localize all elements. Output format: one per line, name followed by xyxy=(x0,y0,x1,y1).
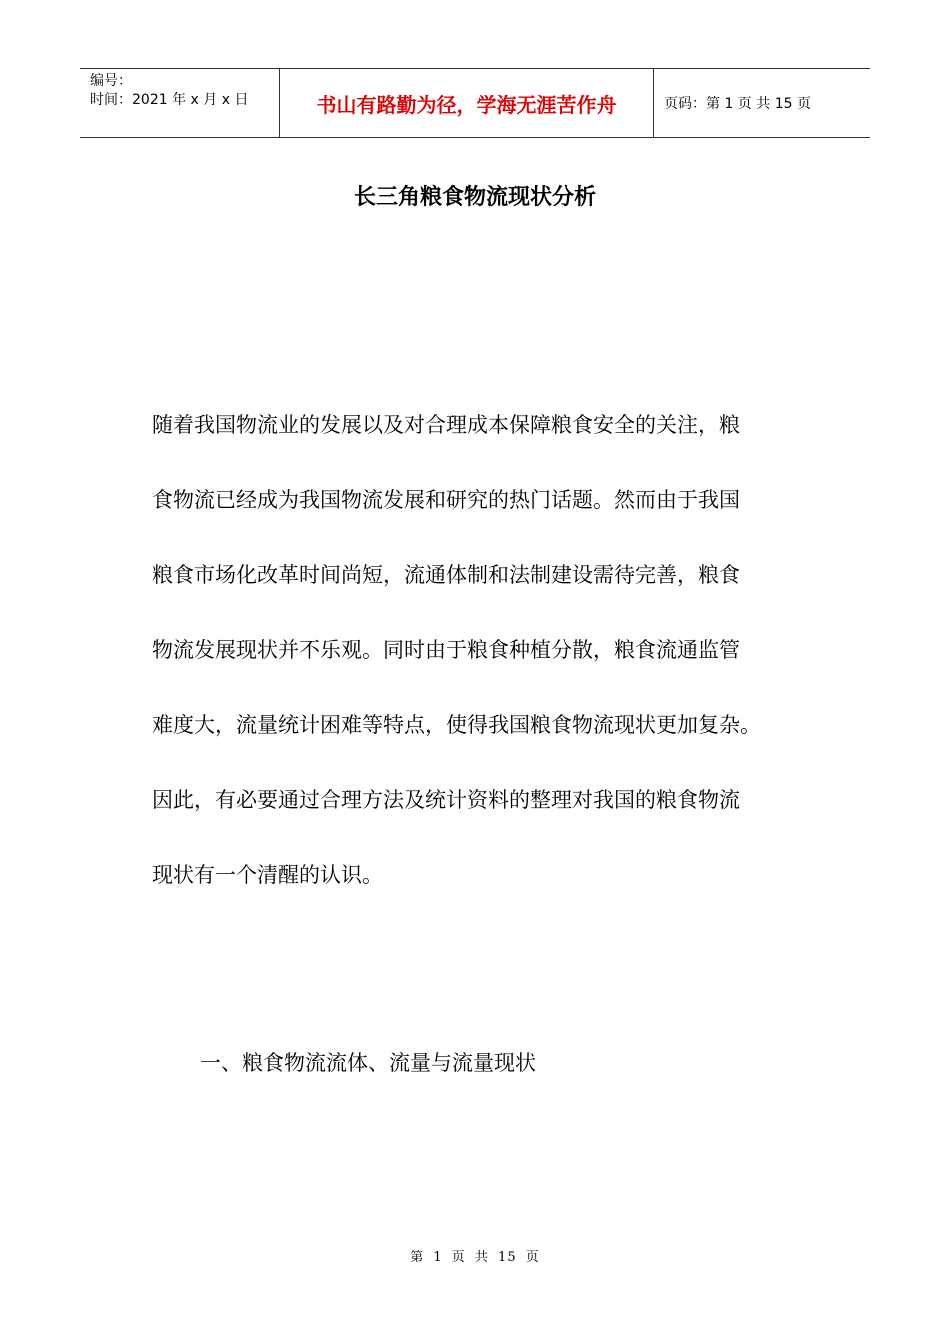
paragraph-line: 随着我国物流业的发展以及对合理成本保障粮食安全的关注，粮 xyxy=(152,413,740,437)
page-footer: 第 1 页 共 15 页 xyxy=(410,1250,540,1265)
paragraph-line: 食物流已经成为我国物流发展和研究的热门话题。然而由于我国 xyxy=(152,488,740,512)
paragraph-line: 物流发展现状并不乐观。同时由于粮食种植分散，粮食流通监管 xyxy=(152,638,740,662)
paragraph-line: 难度大，流量统计困难等特点，使得我国粮食物流现状更加复杂。 xyxy=(152,713,761,737)
document-title: 长三角粮食物流现状分析 xyxy=(353,185,596,210)
document-date: 时间：2021 年 x 月 x 日 xyxy=(90,92,249,108)
header-motto: 书山有路勤为径，学海无涯苦作舟 xyxy=(280,69,654,137)
header-meta xyxy=(80,69,280,137)
header-page-info: 页码：第 1 页 共 15 页 xyxy=(664,96,811,112)
intro-paragraph xyxy=(152,405,812,930)
section-heading: 一、粮食物流流体、流量与流量现状 xyxy=(200,1051,536,1075)
document-code-label: 编号： xyxy=(90,73,132,89)
paragraph-line: 现状有一个清醒的认识。 xyxy=(152,863,383,887)
paragraph-line: 因此，有必要通过合理方法及统计资料的整理对我国的粮食物流 xyxy=(152,788,740,812)
document-header xyxy=(80,68,870,138)
paragraph-line: 粮食市场化改革时间尚短，流通体制和法制建设需待完善，粮食 xyxy=(152,563,740,587)
